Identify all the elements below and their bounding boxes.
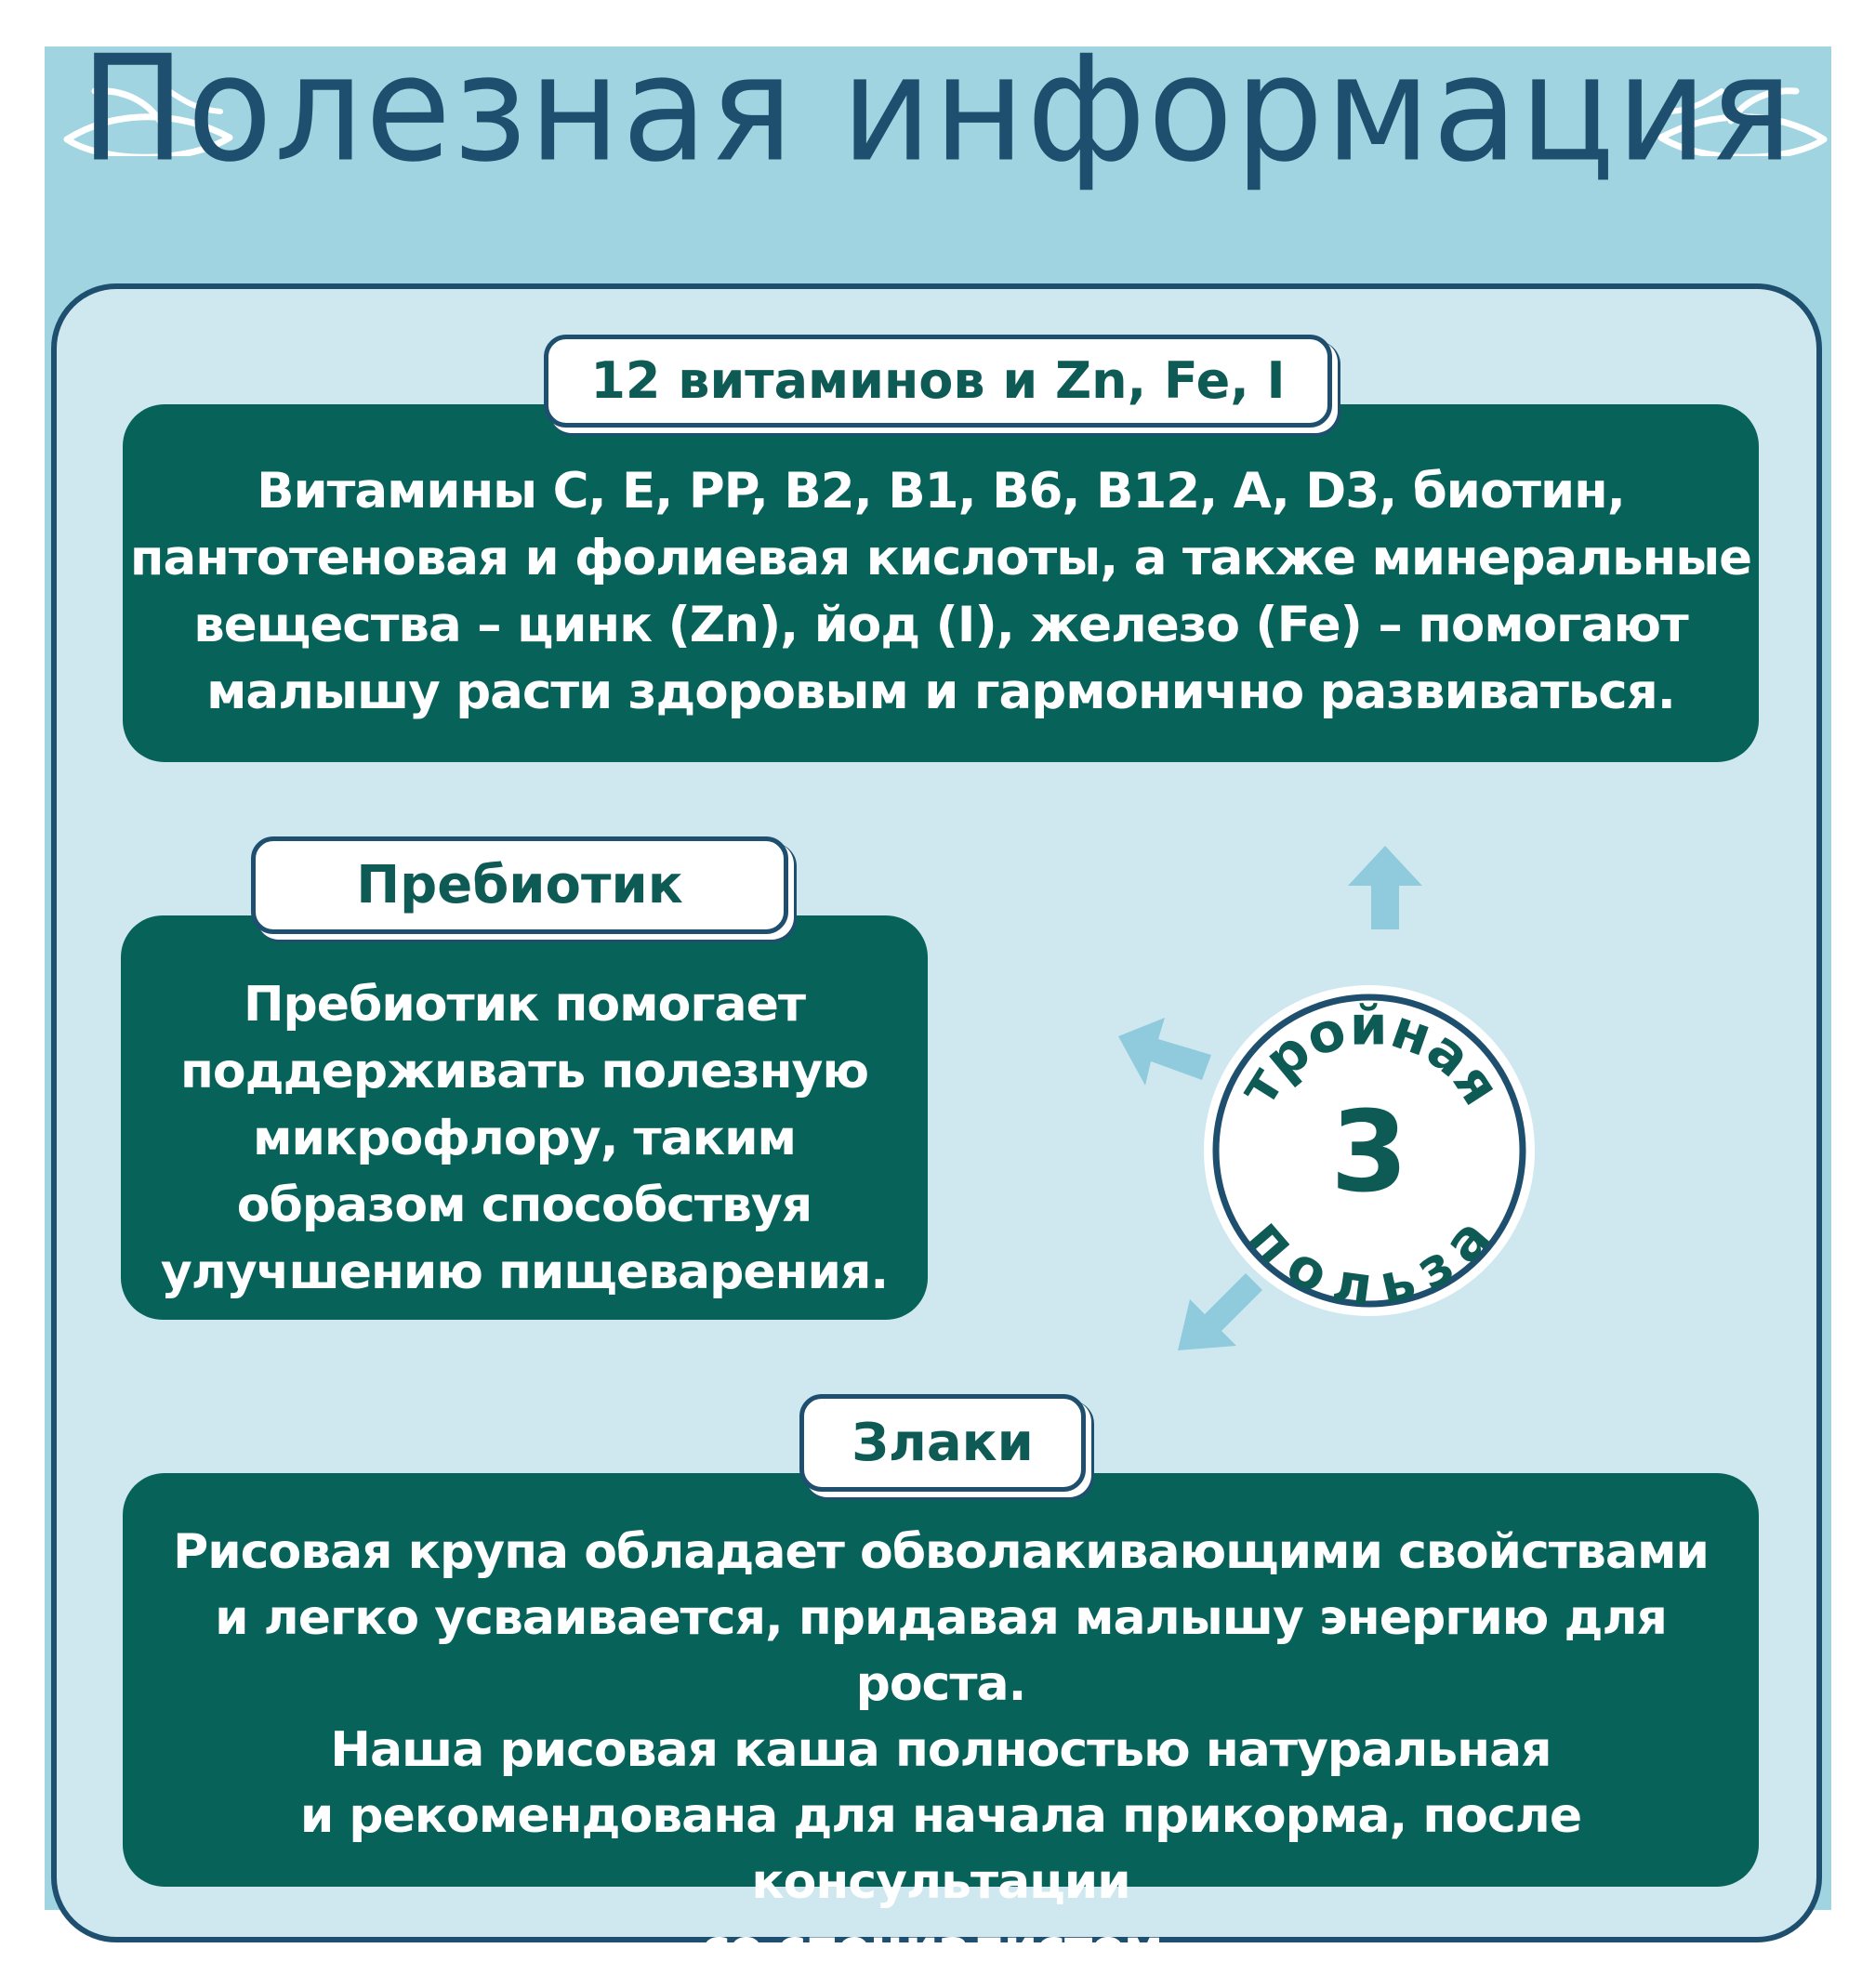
page-title: Полезная информация [80, 24, 1795, 195]
badge-bottom-word: польза [1235, 1205, 1503, 1319]
arrow-up-icon [1343, 841, 1427, 934]
badge-top-word: тройная [1225, 994, 1513, 1116]
vitamins-card [123, 404, 1759, 762]
badge-number: 3 [1330, 1088, 1408, 1218]
prebiotic-text: Пребиотик помогает поддерживать полезную микрофлору, таким образом способствуя улучшению пищеварения. [160, 977, 889, 1300]
vitamins-text: Витамины C, E, PP, B2, B1, B6, B12, A, D3, биотин, пантотеновая и фолиевая кислоты, а также минеральные вещества – цинк (Zn), йод (I), железо (Fe) – помогают малышу расти здоровым и гармонично развиваться. [129, 463, 1752, 720]
cereals-text: Рисовая крупа обладает обволакивающими свойствами и легко усваивается, придавая малышу энергию для роста. Наша рисовая каша полностью натуральная и рекомендована для начала прикорма, после консультации со специалистом. [173, 1524, 1709, 1976]
cereals-tag: Злаки [799, 1394, 1086, 1492]
vitamins-tag: 12 витаминов и Zn, Fe, I [544, 335, 1332, 428]
prebiotic-card [121, 915, 928, 1320]
prebiotic-tag: Пребиотик [251, 836, 788, 934]
triple-benefit-badge [1197, 979, 1541, 1323]
cereals-card [123, 1473, 1759, 1976]
